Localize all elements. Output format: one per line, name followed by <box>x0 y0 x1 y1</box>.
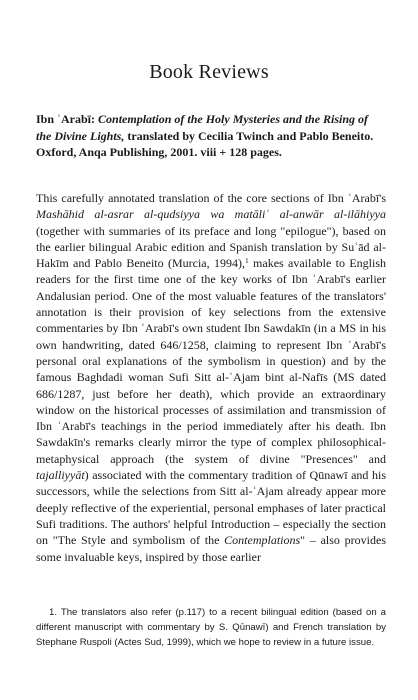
footnote: 1. The translators also refer (p.117) to a recent bilingual edition (based on a different manuscript with commentary by S. Qūnawī) and French translation by Stephane Ruspoli (Actes Sud, 1999), which we hope to review in a future issue. <box>36 607 386 648</box>
body-text-2: (together with summaries of its preface and long "epilogue"), based on the earlier bilingual Arabic edition and Spanish translation by Suʿād al-Hakīm and Pablo Beneito (Murcia, 1994), <box>36 223 386 271</box>
body-text-3: makes available to English readers for the first time one of the key works of Ibn ʿArabī's earlier Andalusian period. One of the most valuable features of the translators' annotation is their provision of key selections from the extensive commentaries by Ibn ʿArabī's own student Ibn Sawdakīn (in a MS in his own handwriting, dated 646/1258, claiming to represent Ibn ʿArabī's personal oral explanations of the symbolism in question) and by the famous Baghdadi woman Sufi Sitt al-ʿAjam bint al-Nafīs (MS dated 686/1287, just before her death), which provide an extraordinary window on the historical processes of assimilation and transmission of Ibn ʿArabī's teachings in the period immediately after his death. Ibn Sawdakīn's remarks clearly mirror the type of complex philosophical-metaphysical approach (the system of divine "Presences" and <box>36 256 386 466</box>
book-author: Ibn ʿArabī: <box>36 112 99 126</box>
footnote-marker: 1 <box>244 256 249 266</box>
book-title: Contemplation of the Holy Mysteries and the Rising of the Divine Lights, <box>36 112 369 143</box>
book-publication: translated by Cecilia Twinch and Pablo Beneito. Oxford, Anqa Publishing, 2001. viii + 128 pages. <box>36 128 374 159</box>
body-text-1: This carefully annotated translation of the core sections of Ibn ʿArabī's <box>36 191 386 205</box>
body-italic-term: tajalliyyāt <box>36 468 85 483</box>
body-italic-contemplations: Contemplations <box>224 533 301 548</box>
body-italic-arabic-title: Mashāhid al-asrar al-qudsiyya wa matāliʿ al-anwār al-ilāhiyya <box>36 207 386 222</box>
body-text-4: ) associated with the commentary tradition of Qūnawī and his successors, while the selections from Sitt al-ʿAjam already appear more deeply reflective of the experiential, personal emphases of later practical Sufi traditions. The authors' helpful Introduction – especially the section on "The Style and symbolism of the <box>36 468 386 548</box>
book-citation <box>36 111 386 161</box>
review-body <box>36 190 386 565</box>
section-title: Book Reviews <box>149 61 269 83</box>
body-text-5: " – also provides some invaluable keys, inspired by those earlier <box>36 533 386 564</box>
